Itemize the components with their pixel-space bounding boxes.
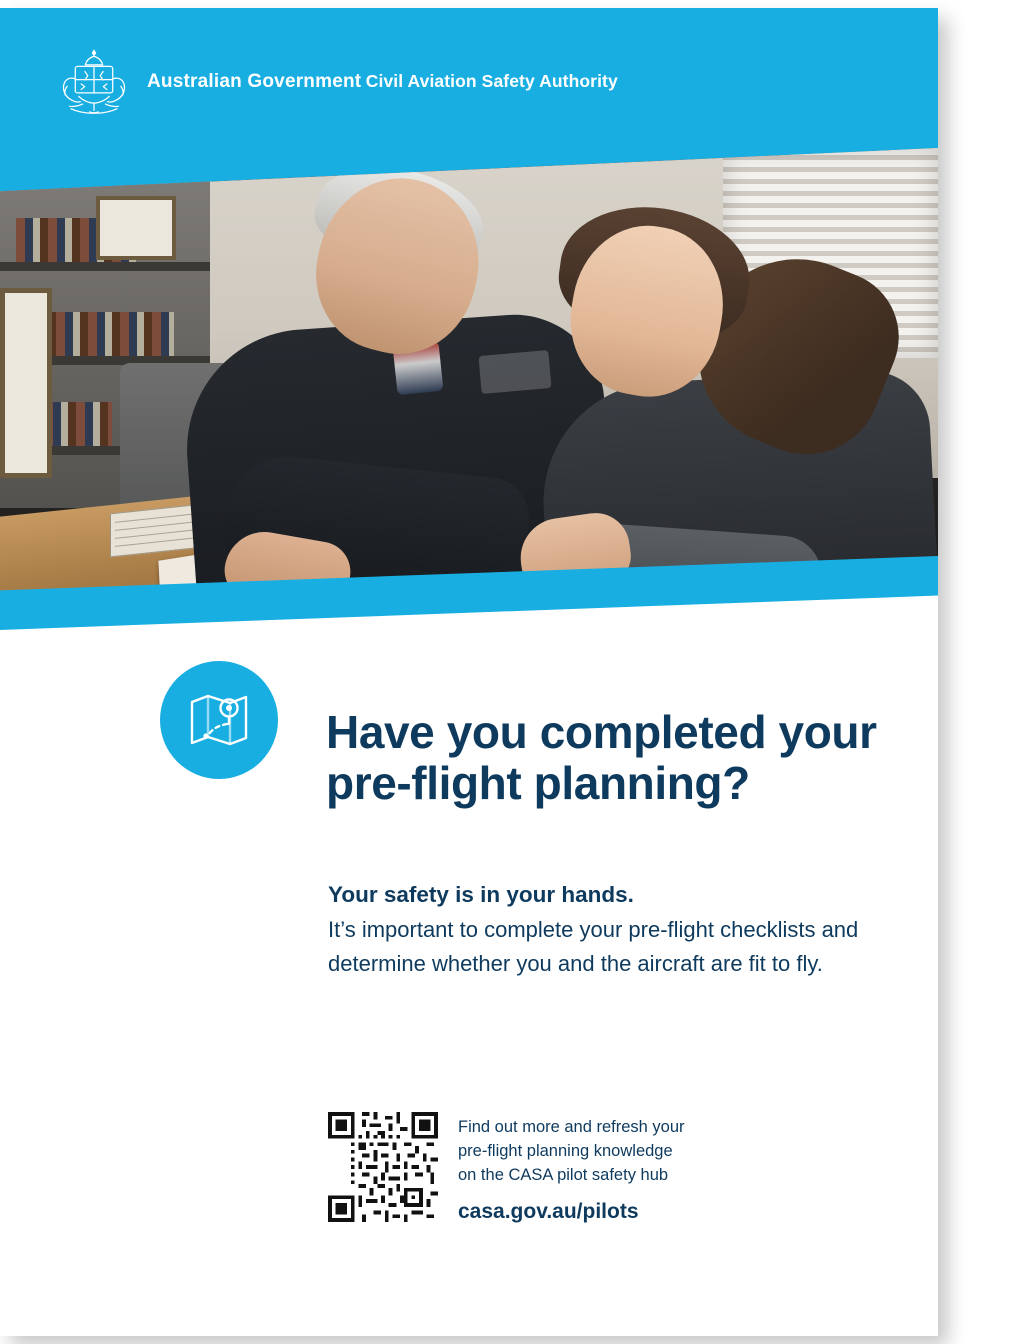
hero-photo	[0, 148, 938, 628]
cta-line-2: pre-flight planning knowledge	[458, 1141, 673, 1160]
website-url[interactable]: casa.gov.au/pilots	[458, 1199, 639, 1223]
photo-picture-frame	[96, 196, 176, 260]
map-route-pin-icon	[160, 661, 278, 779]
photo-jacket-embroidery	[478, 350, 551, 394]
cta-line-1: Find out more and refresh your	[458, 1118, 685, 1136]
poster-page	[0, 8, 938, 1336]
government-branding	[55, 43, 618, 121]
page-title: Have you completed your pre-flight planning?	[326, 705, 877, 810]
footer-call-to-action	[328, 1112, 685, 1227]
authority-name: Civil Aviation Safety Authority	[365, 71, 618, 92]
photo-wall-art	[0, 288, 52, 478]
cta-line-3: on the CASA pilot safety hub	[458, 1165, 669, 1184]
government-name: Australian Government	[147, 71, 362, 93]
call-to-action-text	[458, 1112, 685, 1227]
government-wordmark	[147, 71, 618, 93]
australian-government-crest-icon	[55, 43, 133, 121]
qr-code-icon[interactable]	[328, 1112, 438, 1222]
body-text: It’s important to complete your pre-flight checklists and determine whether you and the aircraft are fit to fly.	[328, 917, 859, 977]
subheading: Your safety is in your hands.	[328, 881, 634, 907]
hero-photo-scene	[0, 148, 938, 628]
